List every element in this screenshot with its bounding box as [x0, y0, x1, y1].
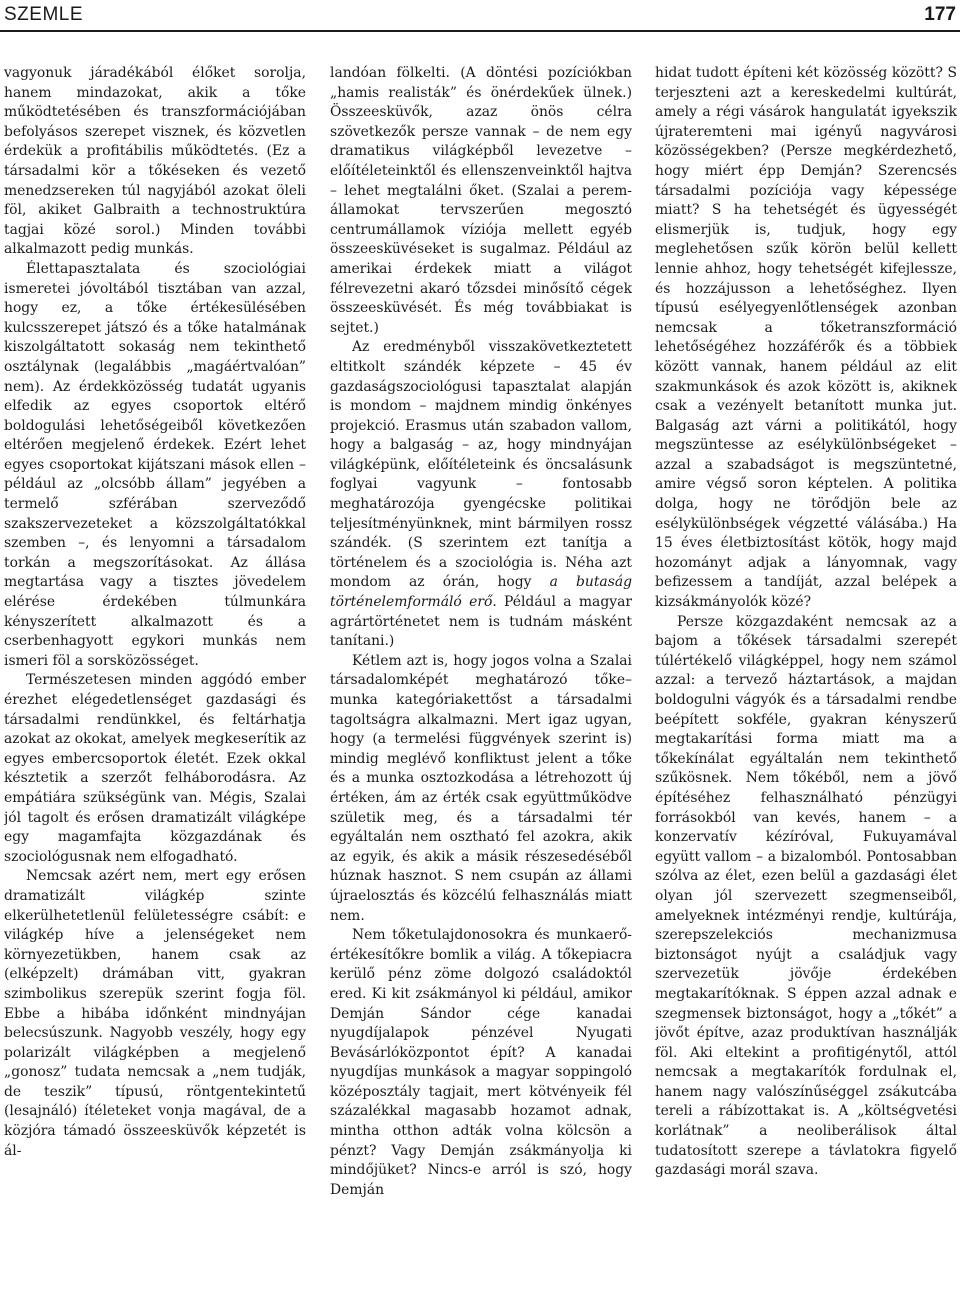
paragraph: [330, 338, 632, 652]
paragraph: Nem tőketulajdonosokra és munkaerő-értékesítőkre bomlik a világ. A tőkepiacra kerülő pénz zöme dolgozó családoktól ered. Ki kit zsákmányol ki például, amikor Demján Sándor cége kanadai nyugdíjalapok pénzével Nyugati Bevásárlóközpontot épít? A kanadai nyugdíjas munkások a magyar soppingoló középosztály tagjait, mert kötvényeik fél százalékkal magasabb hozamot adnak, mintha otthon adták volna kölcsön a pénzt? Vagy Demján zsákmányolja ki mindőjüket? Nincs-e arról is szó, hogy Demján: [330, 927, 632, 1198]
italic-quote: a butaság történelemformáló erő: [330, 574, 632, 611]
text-column-2: [330, 64, 632, 1292]
text-column-1: [4, 64, 306, 1292]
paragraph: landóan fölkelti. (A döntési pozíciókban „hamis realisták” és önérdekűek ülnek.) Összeesküvők, azaz önös célra szövetkezők persze vannak – de nem egy dramatikus világképből levezetve – előítéleteinktől és ellenszenveinktől hajtva – lehet megtalálni őket. (Szalai a peremállamokat tervszerűen megosztó centrumállamok víziója mellett egyéb összeesküvéseket is sugalmaz. Például az amerikai érdekek miatt a világot félrevezetni akaró tőzsdei minősítő cégek összeesküvését. És még továbbiakat is sejtet.): [330, 65, 632, 336]
paragraph-text: . Például a magyar agrártörténetet nem is tudnám másként tanítani.): [330, 594, 632, 650]
running-header: [0, 0, 960, 32]
paragraph: Persze közgazdaként nemcsak az a bajom a tőkések társadalmi szerepét túlértékelő világképpel, hogy nem számol azzal: a tervező háztartások, a majdan boldogulni vágyók és a társadalmi rendbe beépített sokféle, gyakran kényszerű megtakarítási forma miatt ma a tőkekínálat egyáltalán nem tekinthető szűkösnek. Nem tőkéből, nem a jövő építéséhez felhasználható pénzügyi forrásokból van kevés, hanem – a konzervatív kézíróval, Fukuyamával együtt vallom – a bizalomból. Pontosabban szólva az élet, ezen belül a gazdasági élet olyan jól szervezett szegmenseiből, amelyeknek intézményi rendje, kultúrája, szerepszelekciós mechanizmusa biztonságot nyújt a családjuk vagy szervezetük jövője érdekében megtakarítóknak. S éppen azzal adnak e szegmensek biztonságot, hogy a „tőkét” a jövőt építve, azaz produktívan használják föl. Aki eltekint a profitigénytől, attól nemcsak a megtakarítók fordulnak el, hanem nagy valószínűséggel zsákutcába tereli a rábízottakat is. A „költségvetési korlátnak” a neoliberálisok által tudatosított szerepe a távlatokra figyelő gazdasági morál szava.: [655, 613, 957, 1179]
text-column-3: [655, 64, 957, 1292]
page-number: 177: [924, 4, 956, 25]
paragraph: hidat tudott építeni két közösség között? S terjeszteni azt a kereskedelmi kultúrát, amely a régi vásárok hangulatát igyekszik újrateremteni mai igényű nagyvárosi közösségekben? (Persze megkérdezhető, hogy miért épp Demján? Szerencsés társadalmi pozíciója vagy képessége miatt? S ha tehetségét és ügyességét elismerjük is, tudjuk, hogy egy meglehetősen szűk körön belül kellett lennie ahhoz, hogy tehetségét kifejlessze, és hozzájusson a lehetőséghez. Ilyen típusú esélyegyenlőtlenségek azonban nemcsak a tőketranszformáció lehetőségéhez hozzáférők és a többiek között vannak, hanem például az elit szakmunkások és azok között is, akiknek csak a vezényelt betanított munka jut. Balgaság azt várni a politikától, hogy megszüntesse az esélykülönbségeket – azzal a szabadságot is megszüntetné, amire végső soron képtelen. A politika dolga, hogy ne törődjön bele az esélykülönbségek végzetté válásába.) Ha 15 éves életbiztosítást kötök, hogy majd hozományt adjak a lányomnak, vagy befizessem a tandíját, azzal belépek a kizsákmányolók közé?: [655, 65, 957, 611]
paragraph: Kétlem azt is, hogy jogos volna a Szalai társadalomképét meghatározó tőke–munka kategóriakettőst a társadalmi tagoltságra alkalmazni. Mert igaz ugyan, hogy (a termelési függvények szerint is) mindig meglévő konfliktust jelent a tőke és a munka osztozkodása a létrehozott új értéken, ám az érték csak együttműködve születik meg, és a társadalmi tér egyáltalán nem osztható fel azokra, akik az egyik, és akik a másik részesedéséből húznak hasznot. S nem csupán az állami újraelosztás és közcélú felhasználás miatt nem.: [330, 652, 632, 924]
paragraph: Élettapasztalata és szociológiai ismeretei jóvoltából tisztában van azzal, hogy ez, a tőke értékesülésében kulcsszerepet játszó és a tőke hatalmának kiszolgáltatott sokaság nem tekinthető osztálynak (legalábbis „magáértvalóan” nem). Az érdekközösség tudatát ugyanis elfedik az egyes csoportok eltérő boldogulási lehetőségeiből következően eltérően megjelenő érdekek. Ezért lehet egyes csoportokat kijátszani mások ellen – például az „olcsóbb állam” jegyében a termelő szférában szerveződő szakszervezeteket a közszolgáltatókkal szemben –, és lenyomni a társadalom torkán a megszorításokat. Az állása megtartása vagy a tisztes jövedelem elérése érdekében túlmunkára kényszerített alkalmazott és a cserbenhagyott egykori munkás nem ismeri föl a sorsközösséget.: [4, 260, 306, 669]
section-title: SZEMLE: [4, 4, 84, 25]
paragraph-text: Az eredményből visszakövetkeztetett eltitkolt szándék képzete – 45 év gazdaságszociológusi tapasztalat alapján is mondom – majdnem mindig önkényes projekció. Erasmus után szabadon vallom, hogy a balgaság – az, hogy mindnyájan világképünk, előítéleteink és öncsalásunk foglyai vagyunk – fontosabb meghatározója gyengécske politikai teljesítményünknek, mint bármilyen rossz szándék. (S szerintem ezt tanítja a történelem és a szociológia is. Néha azt mondom az órán, hogy: [330, 339, 632, 591]
paragraph: Természetesen minden aggódó ember érezhet elégedetlenséget gazdasági és társadalmi rendünkkel, és feltárhatja azokat az okokat, amelyek megkeserítik az egyes embercsoportok életét. Ezek okkal késztetik a szerzőt felháborodásra. Az empátiára szükségünk van. Mégis, Szalai jól tagolt és erősen dramatizált világképe egy magamfajta közgazdának és szociológusnak nem elfogadható.: [4, 672, 306, 865]
paragraph: Nemcsak azért nem, mert egy erősen dramatizált világkép szinte elkerülhetetlenül felületességre csábít: e világkép híve a jelenségeket nem környezetükben, hanem csak az (elképzelt) drámában vitt, gyakran szimbolikus szerepük szerint fogja föl. Ebbe a hibába időnként mindnyájan belecsúszunk. Nagyobb veszély, hogy egy polarizált világképben a megjelenő „gonosz” tudata nemcsak a „nem tudják, de teszik” típusú, röntgentekintetű (lesajnáló) ítéleteket vonja magával, de a közjóra támadó összeesküvők képzetét is ál-: [4, 868, 306, 1159]
paragraph: vagyonuk járadékából élőket sorolja, hanem mindazokat, akik a tőke működtetésében és transzformációjában befolyásos szerepet visznek, és közvetlen érdekük a profitábilis működtetés. (Ez a társadalmi kör a tőkéseken és vezető menedzsereken túl nagyjából azokat öleli föl, akiket Galbraith a technostruktúra tagjai közé sorol.) Minden további alkalmazott pedig munkás.: [4, 65, 306, 258]
